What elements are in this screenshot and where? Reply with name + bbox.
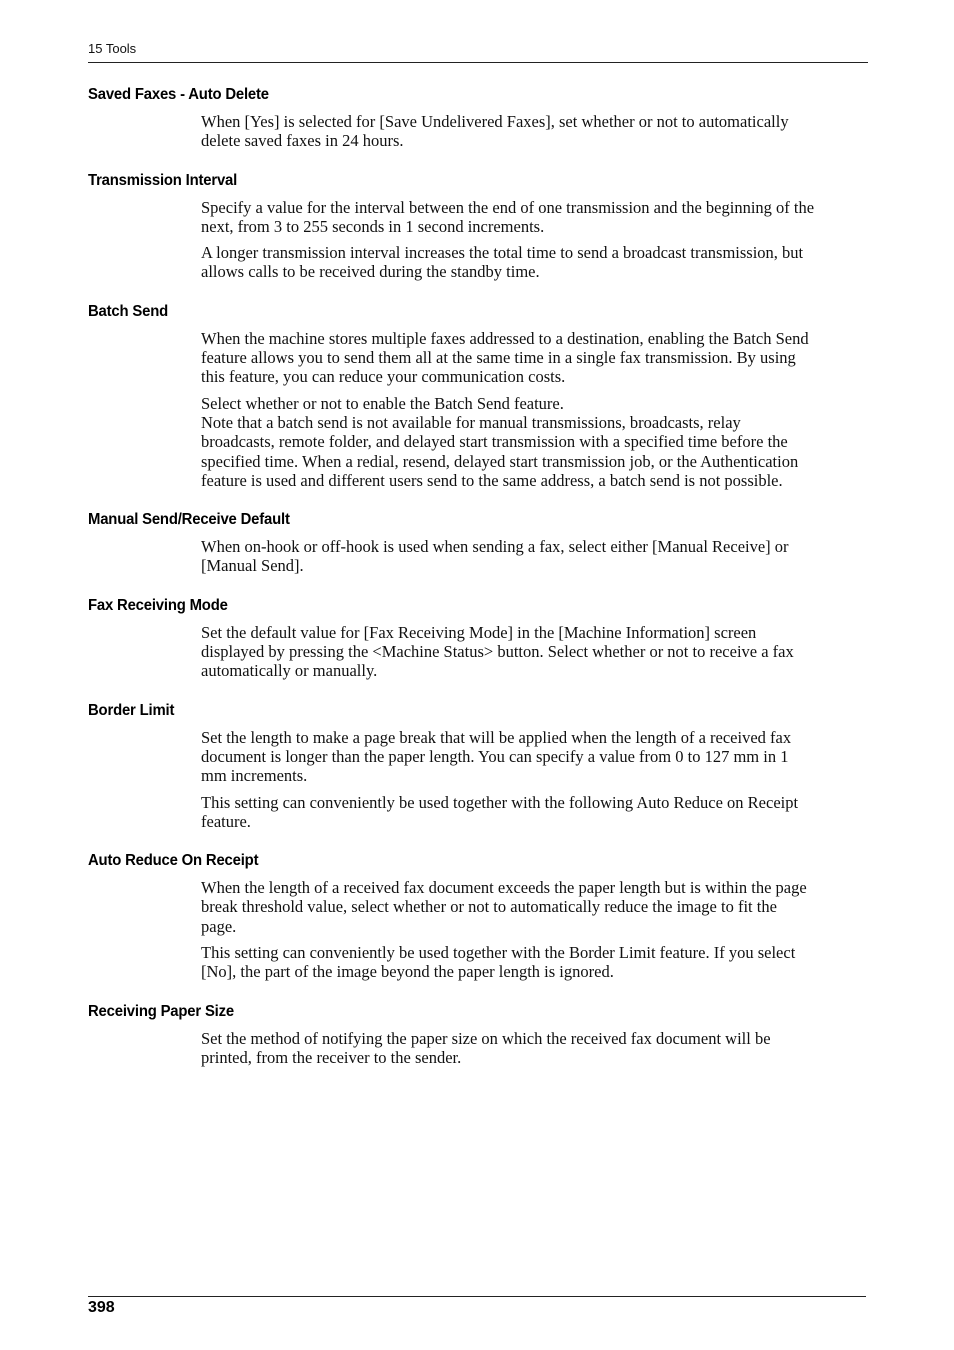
- text-line: Set the default value for [Fax Receiving Mode] in the [Machine Information] screen: [201, 622, 757, 642]
- text-line: Select whether or not to enable the Batch Send feature.: [201, 393, 564, 413]
- page-number: 398: [88, 1299, 115, 1316]
- section: [88, 850, 868, 981]
- text-line: A longer transmission interval increases the total time to send a broadcast transmission, but: [201, 243, 804, 263]
- section-title: Transmission Interval: [88, 171, 238, 189]
- text-line: broadcasts, remote folder, and delayed start transmission with a specified time before the: [201, 432, 788, 452]
- paragraph: [201, 198, 866, 237]
- paragraph: [201, 1029, 866, 1068]
- paragraph: [201, 943, 866, 982]
- footer-rule: [88, 1296, 866, 1297]
- section-title: Fax Receiving Mode: [88, 596, 228, 614]
- text-line: feature is used and different users send to the same address, a batch send is not possible.: [201, 470, 783, 490]
- text-line: When [Yes] is selected for [Save Undelivered Faxes], set whether or not to automatically: [201, 112, 789, 131]
- section-title: Manual Send/Receive Default: [88, 511, 290, 529]
- section: [88, 170, 868, 282]
- text-line: When the machine stores multiple faxes addressed to a destination, enabling the Batch Send: [201, 328, 809, 348]
- section: [88, 509, 868, 576]
- text-line: page.: [201, 916, 237, 936]
- text-line: feature allows you to send them all at the same time in a single fax transmission. By using: [201, 348, 796, 368]
- text-line: Set the length to make a page break that will be applied when the length of a received fax: [201, 727, 792, 747]
- text-line: automatically or manually.: [201, 661, 378, 681]
- text-line: Specify a value for the interval between the end of one transmission and the beginning of the: [201, 197, 815, 217]
- text-line: feature.: [201, 811, 251, 831]
- text-line: allows calls to be received during the standby time.: [201, 262, 540, 282]
- paragraph: [201, 878, 866, 936]
- text-line: displayed by pressing the <Machine Status> button. Select whether or not to receive a fax: [201, 642, 794, 662]
- paragraph: [201, 243, 866, 282]
- text-line: printed, from the receiver to the sender.: [201, 1047, 462, 1067]
- text-line: specified time. When a redial, resend, delayed start transmission job, or the Authentication: [201, 451, 799, 471]
- text-line: [No], the part of the image beyond the paper length is ignored.: [201, 962, 614, 982]
- text-line: This setting can conveniently be used together with the following Auto Reduce on Receipt: [201, 792, 799, 812]
- section: [88, 595, 868, 681]
- text-line: delete saved faxes in 24 hours.: [201, 131, 404, 151]
- section-title: Receiving Paper Size: [88, 1002, 234, 1020]
- header-rule: [88, 62, 868, 63]
- paragraph: [201, 112, 866, 151]
- document-body: [88, 84, 868, 1086]
- section-title: Saved Faxes - Auto Delete: [88, 86, 269, 103]
- section-title: Auto Reduce On Receipt: [88, 852, 259, 870]
- text-line: Set the method of notifying the paper size on which the received fax document will be: [201, 1028, 771, 1048]
- section: [88, 301, 868, 490]
- text-line: This setting can conveniently be used together with the Border Limit feature. If you select: [201, 943, 796, 963]
- text-line: this feature, you can reduce your communication costs.: [201, 367, 566, 387]
- paragraph: [201, 793, 866, 832]
- text-line: Note that a batch send is not available for manual transmissions, broadcasts, relay: [201, 412, 741, 432]
- paragraph: [201, 623, 866, 681]
- section: [88, 1001, 868, 1068]
- section-title: Batch Send: [88, 302, 169, 320]
- running-header: 15 Tools: [88, 41, 137, 56]
- text-line: document is longer than the paper length. You can specify a value from 0 to 127 mm in 1: [201, 746, 789, 766]
- paragraph: [201, 394, 866, 490]
- text-line: break threshold value, select whether or not to automatically reduce the image to fit the: [201, 897, 777, 917]
- text-line: [Manual Send].: [201, 556, 304, 576]
- text-line: next, from 3 to 255 seconds in 1 second increments.: [201, 216, 545, 236]
- text-line: When on-hook or off-hook is used when sending a fax, select either [Manual Receive] or: [201, 537, 789, 557]
- paragraph: [201, 329, 866, 387]
- text-line: When the length of a received fax document exceeds the paper length but is within the page: [201, 878, 807, 898]
- section-title: Border Limit: [88, 701, 175, 719]
- section: [88, 84, 868, 151]
- section: [88, 700, 868, 831]
- text-line: mm increments.: [201, 766, 308, 786]
- paragraph: [201, 537, 866, 576]
- paragraph: [201, 728, 866, 786]
